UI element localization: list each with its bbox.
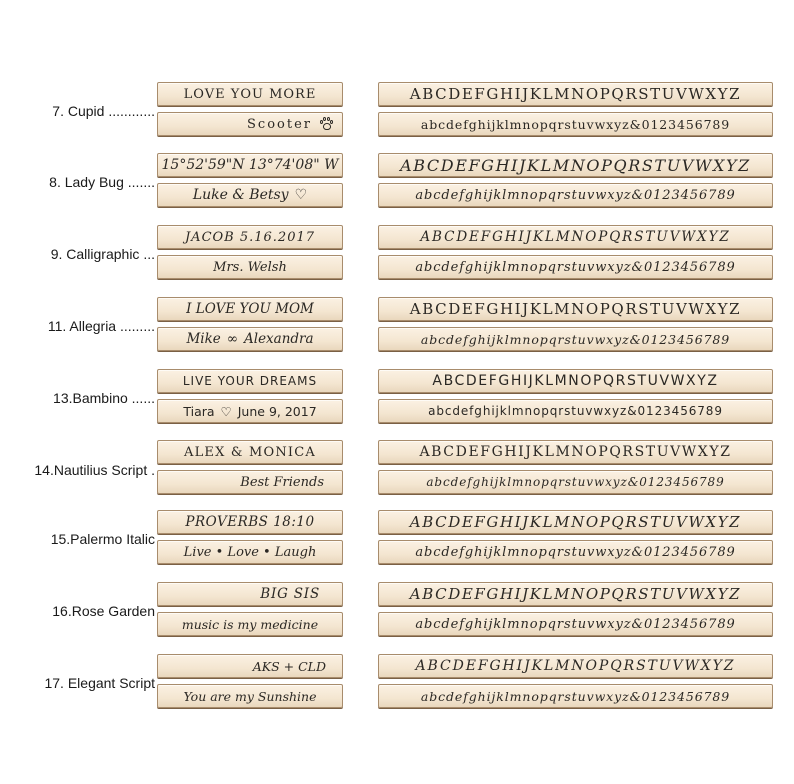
sample-plate [157,440,343,464]
lowercase-alphabet: abcdefghijklmnopqrstuvwxyz&0123456789 [420,331,731,347]
uppercase-alphabet: ABCDEFGHIJKLMNOPQRSTUVWXYZ [400,155,751,175]
uppercase-alphabet-plate [378,153,773,177]
sample-text: JACOB 5.16.2017 [184,229,316,245]
uppercase-alphabet-plate [378,510,773,534]
lowercase-alphabet: abcdefghijklmnopqrstuvwxyz&0123456789 [415,544,736,560]
sample-plate [157,153,343,177]
uppercase-alphabet: ABCDEFGHIJKLMNOPQRSTUVWXYZ [415,658,736,674]
uppercase-alphabet-plate [378,654,773,678]
sample-plate [157,255,343,279]
sample-plate [157,470,343,494]
font-label: 7. Cupid ............ [52,103,155,119]
uppercase-alphabet: ABCDEFGHIJKLMNOPQRSTUVWXYZ [419,444,732,460]
font-group-allegria [0,297,794,359]
sample-plate [157,327,343,351]
lowercase-alphabet-plate [378,612,773,636]
sample-plate [157,225,343,249]
sample-text: You are my Sunshine [183,688,317,704]
lowercase-alphabet-plate [378,327,773,351]
lowercase-alphabet: abcdefghijklmnopqrstuvwxyz&0123456789 [420,688,731,704]
sample-plate [157,510,343,534]
font-label: 11. Allegria ......... [47,318,155,334]
font-group-lady-bug [0,153,794,215]
sample-text: LOVE YOU MORE [183,86,317,102]
font-group-palermo-italic [0,510,794,572]
font-group-rose-garden [0,582,794,644]
sample-text: Live • Love • Laugh [183,544,317,560]
sample-plate [157,654,343,678]
sample-plate [157,684,343,708]
lowercase-alphabet: abcdefghijklmnopqrstuvwxyz&0123456789 [426,475,725,489]
sample-text: AKS + CLD [252,658,326,674]
uppercase-alphabet: ABCDEFGHIJKLMNOPQRSTUVWXYZ [420,229,731,245]
lowercase-alphabet: abcdefghijklmnopqrstuvwxyz&0123456789 [415,187,736,203]
lowercase-alphabet: abcdefghijklmnopqrstuvwxyz&0123456789 [420,116,731,132]
font-label: 14.Nautilius Script . [34,462,155,478]
font-group-nautilius-script [0,440,794,502]
uppercase-alphabet: ABCDEFGHIJKLMNOPQRSTUVWXYZ [432,373,719,389]
lowercase-alphabet-plate [378,540,773,564]
heart-icon: ♡ [294,187,308,203]
uppercase-alphabet-plate [378,440,773,464]
sample-text: PROVERBS 18:10 [185,514,315,530]
uppercase-alphabet: ABCDEFGHIJKLMNOPQRSTUVWXYZ [409,513,742,531]
font-group-calligraphic [0,225,794,287]
font-label: 15.Palermo Italic [50,531,155,547]
uppercase-alphabet: ABCDEFGHIJKLMNOPQRSTUVWXYZ [409,85,742,103]
uppercase-alphabet: ABCDEFGHIJKLMNOPQRSTUVWXYZ [409,300,742,318]
sample-text: Mrs. Welsh [213,259,287,275]
sample-text: Best Friends [240,474,324,490]
lowercase-alphabet-plate [378,183,773,207]
sample-text: LIVE YOUR DREAMS [182,374,318,388]
sample-plate [157,540,343,564]
sample-text: BIG SIS [260,586,320,602]
font-group-elegant-script [0,654,794,716]
sample-text: 15°52'59"N 13°74'08" W [161,157,339,173]
uppercase-alphabet: ABCDEFGHIJKLMNOPQRSTUVWXYZ [409,585,742,603]
sample-text: I LOVE YOU MOM [186,301,314,317]
paw-icon [320,117,334,131]
sample-plate [157,82,343,106]
font-label: 13.Bambino ...... [53,390,155,406]
sample-plate [157,183,343,207]
lowercase-alphabet: abcdefghijklmnopqrstuvwxyz&0123456789 [415,259,736,275]
lowercase-alphabet: abcdefghijklmnopqrstuvwxyz&0123456789 [415,616,736,632]
font-group-bambino [0,369,794,431]
lowercase-alphabet-plate [378,399,773,423]
sample-text: Mike [186,331,221,347]
sample-text: June 9, 2017 [237,403,317,419]
uppercase-alphabet-plate [378,297,773,321]
font-label: 16.Rose Garden [52,603,155,619]
infinity-icon: ∞ [226,331,238,347]
lowercase-alphabet-plate [378,112,773,136]
sample-text: music is my medicine [181,616,319,632]
uppercase-alphabet-plate [378,369,773,393]
sample-text: Luke & Betsy [192,187,289,203]
lowercase-alphabet-plate [378,470,773,494]
lowercase-alphabet-plate [378,255,773,279]
uppercase-alphabet-plate [378,582,773,606]
heart-icon: ♡ [220,403,232,419]
sample-plate [157,399,343,423]
sample-text: Tiara [183,403,215,419]
font-label: 9. Calligraphic ... [50,246,155,262]
sample-plate [157,112,343,136]
sample-plate [157,612,343,636]
font-label: 8. Lady Bug ....... [49,174,155,190]
sample-plate [157,369,343,393]
lowercase-alphabet: abcdefghijklmnopqrstuvwxyz&0123456789 [428,404,723,418]
sample-text: ALEX & MONICA [183,444,317,460]
sample-text: Scooter [247,116,312,132]
font-group-cupid [0,82,794,144]
font-label: 17. Elegant Script [44,675,155,691]
uppercase-alphabet-plate [378,225,773,249]
sample-plate [157,582,343,606]
lowercase-alphabet-plate [378,684,773,708]
uppercase-alphabet-plate [378,82,773,106]
sample-text: Alexandra [244,331,314,347]
sample-plate [157,297,343,321]
